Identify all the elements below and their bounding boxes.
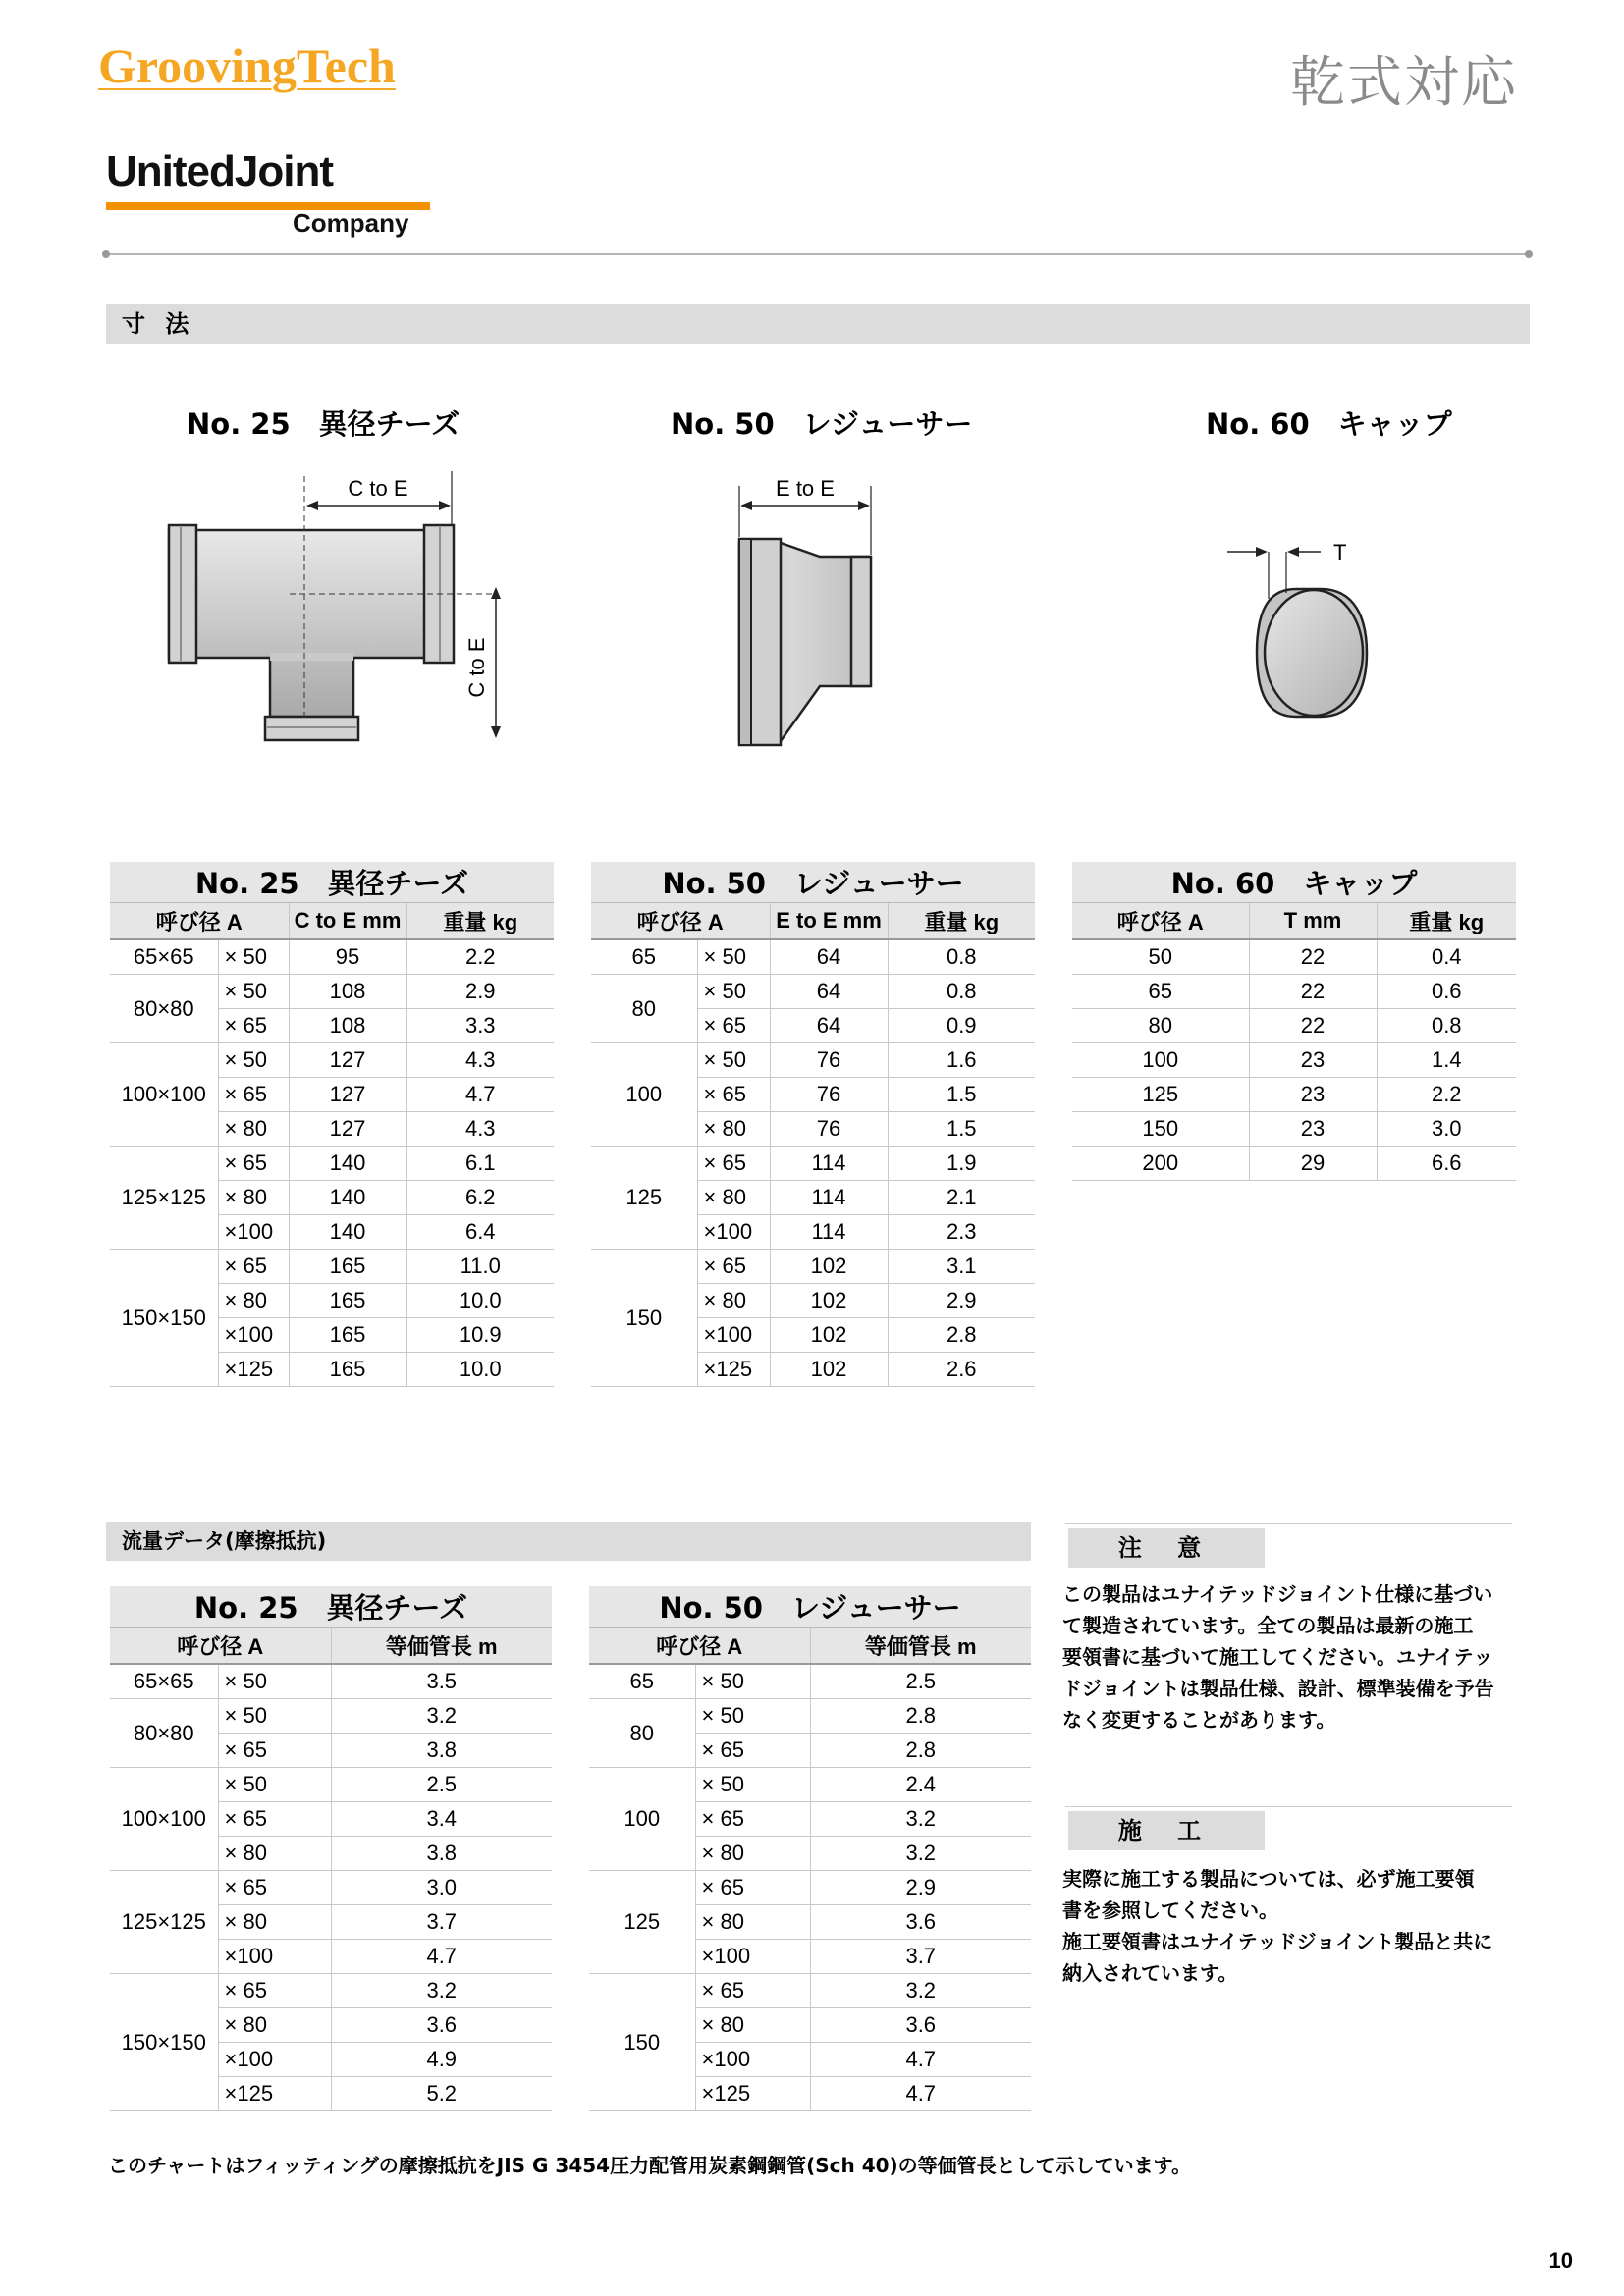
branch-size: × 65 [697, 1147, 770, 1181]
cell-value: 2.1 [888, 1181, 1035, 1215]
cell-value: 2.9 [406, 975, 554, 1009]
branch-size: × 65 [695, 1734, 810, 1768]
cell-value: 108 [289, 975, 406, 1009]
cell-value: 10.0 [406, 1353, 554, 1387]
note-line: 実際に施工する製品については、必ず施工要領 [1062, 1867, 1475, 1891]
branch-size: × 65 [218, 1078, 289, 1112]
table-row [110, 1974, 552, 2008]
cell-value: 165 [289, 1318, 406, 1353]
cell-value: 1.5 [888, 1112, 1035, 1147]
cell-value: 22 [1249, 975, 1377, 1009]
cell-value: 140 [289, 1147, 406, 1181]
table-row [591, 1043, 1035, 1078]
cell-value: 6.4 [406, 1215, 554, 1250]
dim-table-no50 [591, 862, 1035, 1387]
nominal-size: 80 [591, 975, 697, 1043]
nominal-size: 100 [589, 1768, 695, 1871]
branch-size: × 50 [218, 1699, 331, 1734]
dim-table-no50-col-size: 呼び径 A [591, 903, 770, 940]
cell-value: 2.8 [888, 1318, 1035, 1353]
table-row [110, 1768, 552, 1802]
cell-value: 0.8 [1377, 1009, 1516, 1043]
branch-size: × 50 [218, 975, 289, 1009]
tee-cte-vertical-label: C to E [464, 637, 489, 698]
cell-value: 3.4 [331, 1802, 552, 1837]
cell-value: 2.5 [810, 1664, 1031, 1699]
branch-size: × 65 [695, 1871, 810, 1905]
nominal-size: 65×65 [110, 939, 218, 975]
drawing-heading-no50: No. 50 レジューサー [671, 407, 973, 441]
dim-table-no50-body [591, 939, 1035, 1387]
note-line: この製品はユナイテッドジョイント仕様に基づい [1062, 1582, 1493, 1606]
table-row [1072, 1078, 1516, 1112]
cell-value: 2.5 [331, 1768, 552, 1802]
branch-size: × 50 [697, 975, 770, 1009]
section-dimensions-bar [106, 304, 1530, 344]
table-row [110, 939, 554, 975]
header-rule [106, 253, 1530, 255]
note-line: 納入されています。 [1062, 1961, 1238, 1985]
branch-size: × 50 [218, 1768, 331, 1802]
cell-value: 2.4 [810, 1768, 1031, 1802]
branch-size: × 80 [218, 2008, 331, 2043]
cell-value: 3.6 [810, 2008, 1031, 2043]
cell-value: 200 [1072, 1147, 1249, 1181]
table-row [591, 939, 1035, 975]
cell-value: 3.2 [331, 1974, 552, 2008]
cell-value: 3.6 [810, 1905, 1031, 1940]
company-logo-sub: Company [293, 208, 409, 238]
cell-value: 3.5 [331, 1664, 552, 1699]
table-row [1072, 939, 1516, 975]
branch-size: × 65 [218, 1871, 331, 1905]
branch-size: × 50 [218, 1043, 289, 1078]
cell-value: 3.6 [331, 2008, 552, 2043]
flow-table-no50-col-size: 呼び径 A [589, 1628, 810, 1665]
branch-size: × 65 [218, 1250, 289, 1284]
dim-table-no60-body [1072, 939, 1516, 1181]
nominal-size: 100×100 [110, 1043, 218, 1147]
branch-size: × 50 [218, 939, 289, 975]
note-line: なく変更することがあります。 [1062, 1708, 1336, 1732]
cell-value: 4.7 [406, 1078, 554, 1112]
nominal-size: 125 [591, 1147, 697, 1250]
branch-size: × 65 [695, 1974, 810, 2008]
cell-value: 3.8 [331, 1837, 552, 1871]
note-line: て製造されています。全ての製品は最新の施工 [1062, 1614, 1474, 1637]
cell-value: 0.4 [1377, 939, 1516, 975]
branch-size: × 80 [218, 1905, 331, 1940]
cell-value: 3.2 [810, 1974, 1031, 2008]
table-row [1072, 1112, 1516, 1147]
cell-value: 0.6 [1377, 975, 1516, 1009]
table-row [589, 1974, 1031, 2008]
branch-size: × 80 [695, 1837, 810, 1871]
nominal-size: 150 [589, 1974, 695, 2111]
page-number: 10 [1548, 2248, 1573, 2272]
cell-value: 76 [770, 1078, 888, 1112]
cell-value: 165 [289, 1250, 406, 1284]
cell-value: 127 [289, 1043, 406, 1078]
note-line: 施工要領書はユナイテッドジョイント製品と共に [1062, 1930, 1493, 1953]
cell-value: 64 [770, 1009, 888, 1043]
cell-value: 11.0 [406, 1250, 554, 1284]
cell-value: 165 [289, 1353, 406, 1387]
cell-value: 10.9 [406, 1318, 554, 1353]
cell-value: 2.9 [810, 1871, 1031, 1905]
cell-value: 2.6 [888, 1353, 1035, 1387]
cell-value: 3.8 [331, 1734, 552, 1768]
branch-size: × 80 [697, 1112, 770, 1147]
nominal-size: 65 [591, 939, 697, 975]
table-row [589, 1871, 1031, 1905]
cell-value: 3.7 [331, 1905, 552, 1940]
tee-drawing [157, 466, 530, 761]
cell-value: 4.3 [406, 1112, 554, 1147]
table-row [591, 1250, 1035, 1284]
cell-value: 6.6 [1377, 1147, 1516, 1181]
nominal-size: 125×125 [110, 1147, 218, 1250]
branch-size: ×100 [697, 1215, 770, 1250]
flow-table-no25-body [110, 1664, 552, 2111]
cell-value: 23 [1249, 1043, 1377, 1078]
nominal-size: 150×150 [110, 1974, 218, 2111]
branch-size: × 65 [218, 1974, 331, 2008]
branch-size: × 65 [697, 1078, 770, 1112]
branch-size: ×125 [697, 1353, 770, 1387]
branch-size: ×100 [695, 1940, 810, 1974]
cell-value: 2.2 [1377, 1078, 1516, 1112]
cell-value: 114 [770, 1181, 888, 1215]
cell-value: 3.0 [1377, 1112, 1516, 1147]
branch-size: ×125 [218, 1353, 289, 1387]
branch-size: ×100 [218, 1318, 289, 1353]
branch-size: × 65 [218, 1802, 331, 1837]
cell-value: 29 [1249, 1147, 1377, 1181]
branch-size: × 80 [218, 1112, 289, 1147]
dim-table-no50-title: No. 50 レジューサー [591, 862, 1035, 903]
section-flow-bar [106, 1522, 1031, 1561]
installation-text [1062, 1863, 1524, 1989]
flow-table-no25-title: No. 25 異径チーズ [110, 1586, 552, 1628]
dim-table-no25-col-size: 呼び径 A [110, 903, 289, 940]
cell-value: 1.6 [888, 1043, 1035, 1078]
table-row [110, 1871, 552, 1905]
flow-table-no25-col-length: 等価管長 m [331, 1628, 552, 1665]
dim-table-no25-title: No. 25 異径チーズ [110, 862, 554, 903]
nominal-size: 150 [591, 1250, 697, 1387]
table-row [110, 1250, 554, 1284]
branch-size: × 50 [697, 1043, 770, 1078]
cell-value: 102 [770, 1353, 888, 1387]
nominal-size: 80 [589, 1699, 695, 1768]
branch-size: × 50 [697, 939, 770, 975]
nominal-size: 65×65 [110, 1664, 218, 1699]
branch-size: ×100 [218, 1215, 289, 1250]
cell-value: 2.8 [810, 1734, 1031, 1768]
branch-size: ×100 [218, 1940, 331, 1974]
cell-value: 114 [770, 1147, 888, 1181]
nominal-size: 100×100 [110, 1768, 218, 1871]
branch-size: × 80 [695, 2008, 810, 2043]
branch-size: ×125 [695, 2077, 810, 2111]
dim-table-no60-col-weight: 重量 kg [1377, 903, 1516, 940]
installation-title: 施 工 [1068, 1811, 1265, 1850]
cell-value: 3.7 [810, 1940, 1031, 1974]
reducer-ete-label: E to E [776, 476, 835, 501]
dim-table-no25-col-weight: 重量 kg [406, 903, 554, 940]
table-row [1072, 1009, 1516, 1043]
branch-size: × 65 [218, 1734, 331, 1768]
note-line: 要領書に基づいて施工してください。ユナイテッ [1062, 1645, 1493, 1669]
cell-value: 4.3 [406, 1043, 554, 1078]
nominal-size: 80×80 [110, 975, 218, 1043]
table-row [110, 975, 554, 1009]
cell-value: 64 [770, 939, 888, 975]
dim-table-no60-col-t: T mm [1249, 903, 1377, 940]
branch-size: × 65 [697, 1009, 770, 1043]
caution-rule [1065, 1523, 1512, 1524]
dim-table-no50-col-weight: 重量 kg [888, 903, 1035, 940]
dim-table-no25-col-cte: C to E mm [289, 903, 406, 940]
cap-drawing [1208, 530, 1404, 736]
cell-value: 100 [1072, 1043, 1249, 1078]
branch-size: × 50 [695, 1699, 810, 1734]
branch-size: ×100 [218, 2043, 331, 2077]
branch-size: × 50 [695, 1664, 810, 1699]
cell-value: 2.9 [888, 1284, 1035, 1318]
cell-value: 10.0 [406, 1284, 554, 1318]
section-dimensions-title: 寸 法 [122, 310, 195, 338]
cell-value: 165 [289, 1284, 406, 1318]
table-row [110, 1664, 552, 1699]
cell-value: 22 [1249, 1009, 1377, 1043]
cell-value: 3.2 [331, 1699, 552, 1734]
rule-dot [1525, 250, 1533, 258]
table-row [589, 1699, 1031, 1734]
cell-value: 2.3 [888, 1215, 1035, 1250]
dim-table-no60-col-size: 呼び径 A [1072, 903, 1249, 940]
footnote: このチャートはフィッティングの摩擦抵抗をJIS G 3454圧力配管用炭素鋼鋼管(Sch 40)の等価管長として示しています。 [108, 2154, 1192, 2177]
note-line: 書を参照してください。 [1062, 1898, 1278, 1922]
caution-text [1062, 1578, 1524, 1735]
table-row [1072, 1043, 1516, 1078]
cell-value: 2.8 [810, 1699, 1031, 1734]
cell-value: 95 [289, 939, 406, 975]
dim-table-no25 [110, 862, 554, 1387]
dim-table-no60-title: No. 60 キャップ [1072, 862, 1516, 903]
cell-value: 102 [770, 1284, 888, 1318]
branch-size: × 80 [695, 1905, 810, 1940]
cell-value: 0.8 [888, 939, 1035, 975]
section-flow-title: 流量データ(摩擦抵抗) [122, 1529, 327, 1553]
cell-value: 76 [770, 1043, 888, 1078]
note-line: ドジョイントは製品仕様、設計、標準装備を予告 [1062, 1677, 1494, 1700]
table-row [1072, 975, 1516, 1009]
flow-table-no50-body [589, 1664, 1031, 2111]
cell-value: 1.9 [888, 1147, 1035, 1181]
nominal-size: 65 [589, 1664, 695, 1699]
cell-value: 5.2 [331, 2077, 552, 2111]
cell-value: 102 [770, 1250, 888, 1284]
cell-value: 80 [1072, 1009, 1249, 1043]
cell-value: 108 [289, 1009, 406, 1043]
cell-value: 2.2 [406, 939, 554, 975]
tee-cte-horizontal-label: C to E [348, 476, 408, 501]
nominal-size: 150×150 [110, 1250, 218, 1387]
dim-table-no50-col-ete: E to E mm [770, 903, 888, 940]
branch-size: × 65 [218, 1009, 289, 1043]
flow-table-no25-col-size: 呼び径 A [110, 1628, 331, 1665]
cell-value: 0.8 [888, 975, 1035, 1009]
branch-size: × 50 [218, 1664, 331, 1699]
branch-size: × 50 [695, 1768, 810, 1802]
brand-title: GroovingTech [98, 38, 396, 93]
cap-t-label: T [1333, 540, 1347, 564]
table-row [591, 975, 1035, 1009]
cell-value: 102 [770, 1318, 888, 1353]
table-row [591, 1147, 1035, 1181]
branch-size: × 80 [697, 1181, 770, 1215]
cell-value: 127 [289, 1112, 406, 1147]
cell-value: 23 [1249, 1078, 1377, 1112]
cell-value: 6.2 [406, 1181, 554, 1215]
table-row [110, 1043, 554, 1078]
installation-rule [1065, 1806, 1512, 1807]
branch-size: × 80 [218, 1181, 289, 1215]
nominal-size: 125 [589, 1871, 695, 1974]
cell-value: 0.9 [888, 1009, 1035, 1043]
branch-size: × 80 [697, 1284, 770, 1318]
cell-value: 1.5 [888, 1078, 1035, 1112]
cell-value: 140 [289, 1181, 406, 1215]
caution-title: 注 意 [1068, 1528, 1265, 1568]
nominal-size: 125×125 [110, 1871, 218, 1974]
cell-value: 6.1 [406, 1147, 554, 1181]
nominal-size: 80×80 [110, 1699, 218, 1768]
cell-value: 4.7 [810, 2043, 1031, 2077]
company-logo: UnitedJoint [106, 147, 333, 195]
flow-table-no50 [589, 1586, 1031, 2111]
cell-value: 114 [770, 1215, 888, 1250]
page-tag: 乾式対応 [1290, 51, 1518, 115]
rule-dot [102, 250, 110, 258]
cell-value: 1.4 [1377, 1043, 1516, 1078]
cell-value: 76 [770, 1112, 888, 1147]
cell-value: 140 [289, 1215, 406, 1250]
cell-value: 3.2 [810, 1802, 1031, 1837]
dim-table-no25-body [110, 939, 554, 1387]
reducer-drawing [722, 466, 889, 751]
cell-value: 23 [1249, 1112, 1377, 1147]
flow-table-no50-title: No. 50 レジューサー [589, 1586, 1031, 1628]
cell-value: 22 [1249, 939, 1377, 975]
cell-value: 150 [1072, 1112, 1249, 1147]
table-row [589, 1664, 1031, 1699]
cell-value: 3.0 [331, 1871, 552, 1905]
drawing-heading-no25: No. 25 異径チーズ [187, 407, 460, 441]
table-row [589, 1768, 1031, 1802]
cell-value: 3.1 [888, 1250, 1035, 1284]
table-row [1072, 1147, 1516, 1181]
cell-value: 3.3 [406, 1009, 554, 1043]
branch-size: × 80 [218, 1837, 331, 1871]
cell-value: 4.7 [810, 2077, 1031, 2111]
branch-size: × 65 [695, 1802, 810, 1837]
table-row [110, 1699, 552, 1734]
branch-size: × 80 [218, 1284, 289, 1318]
flow-table-no25 [110, 1586, 552, 2111]
branch-size: ×100 [697, 1318, 770, 1353]
cell-value: 65 [1072, 975, 1249, 1009]
table-row [110, 1147, 554, 1181]
cell-value: 3.2 [810, 1837, 1031, 1871]
branch-size: × 65 [218, 1147, 289, 1181]
cell-value: 64 [770, 975, 888, 1009]
flow-table-no50-col-length: 等価管長 m [810, 1628, 1031, 1665]
branch-size: ×125 [218, 2077, 331, 2111]
cell-value: 4.7 [331, 1940, 552, 1974]
cell-value: 4.9 [331, 2043, 552, 2077]
nominal-size: 100 [591, 1043, 697, 1147]
dim-table-no60 [1072, 862, 1516, 1181]
cell-value: 125 [1072, 1078, 1249, 1112]
drawing-heading-no60: No. 60 キャップ [1206, 407, 1452, 441]
cell-value: 127 [289, 1078, 406, 1112]
branch-size: × 65 [697, 1250, 770, 1284]
branch-size: ×100 [695, 2043, 810, 2077]
cell-value: 50 [1072, 939, 1249, 975]
